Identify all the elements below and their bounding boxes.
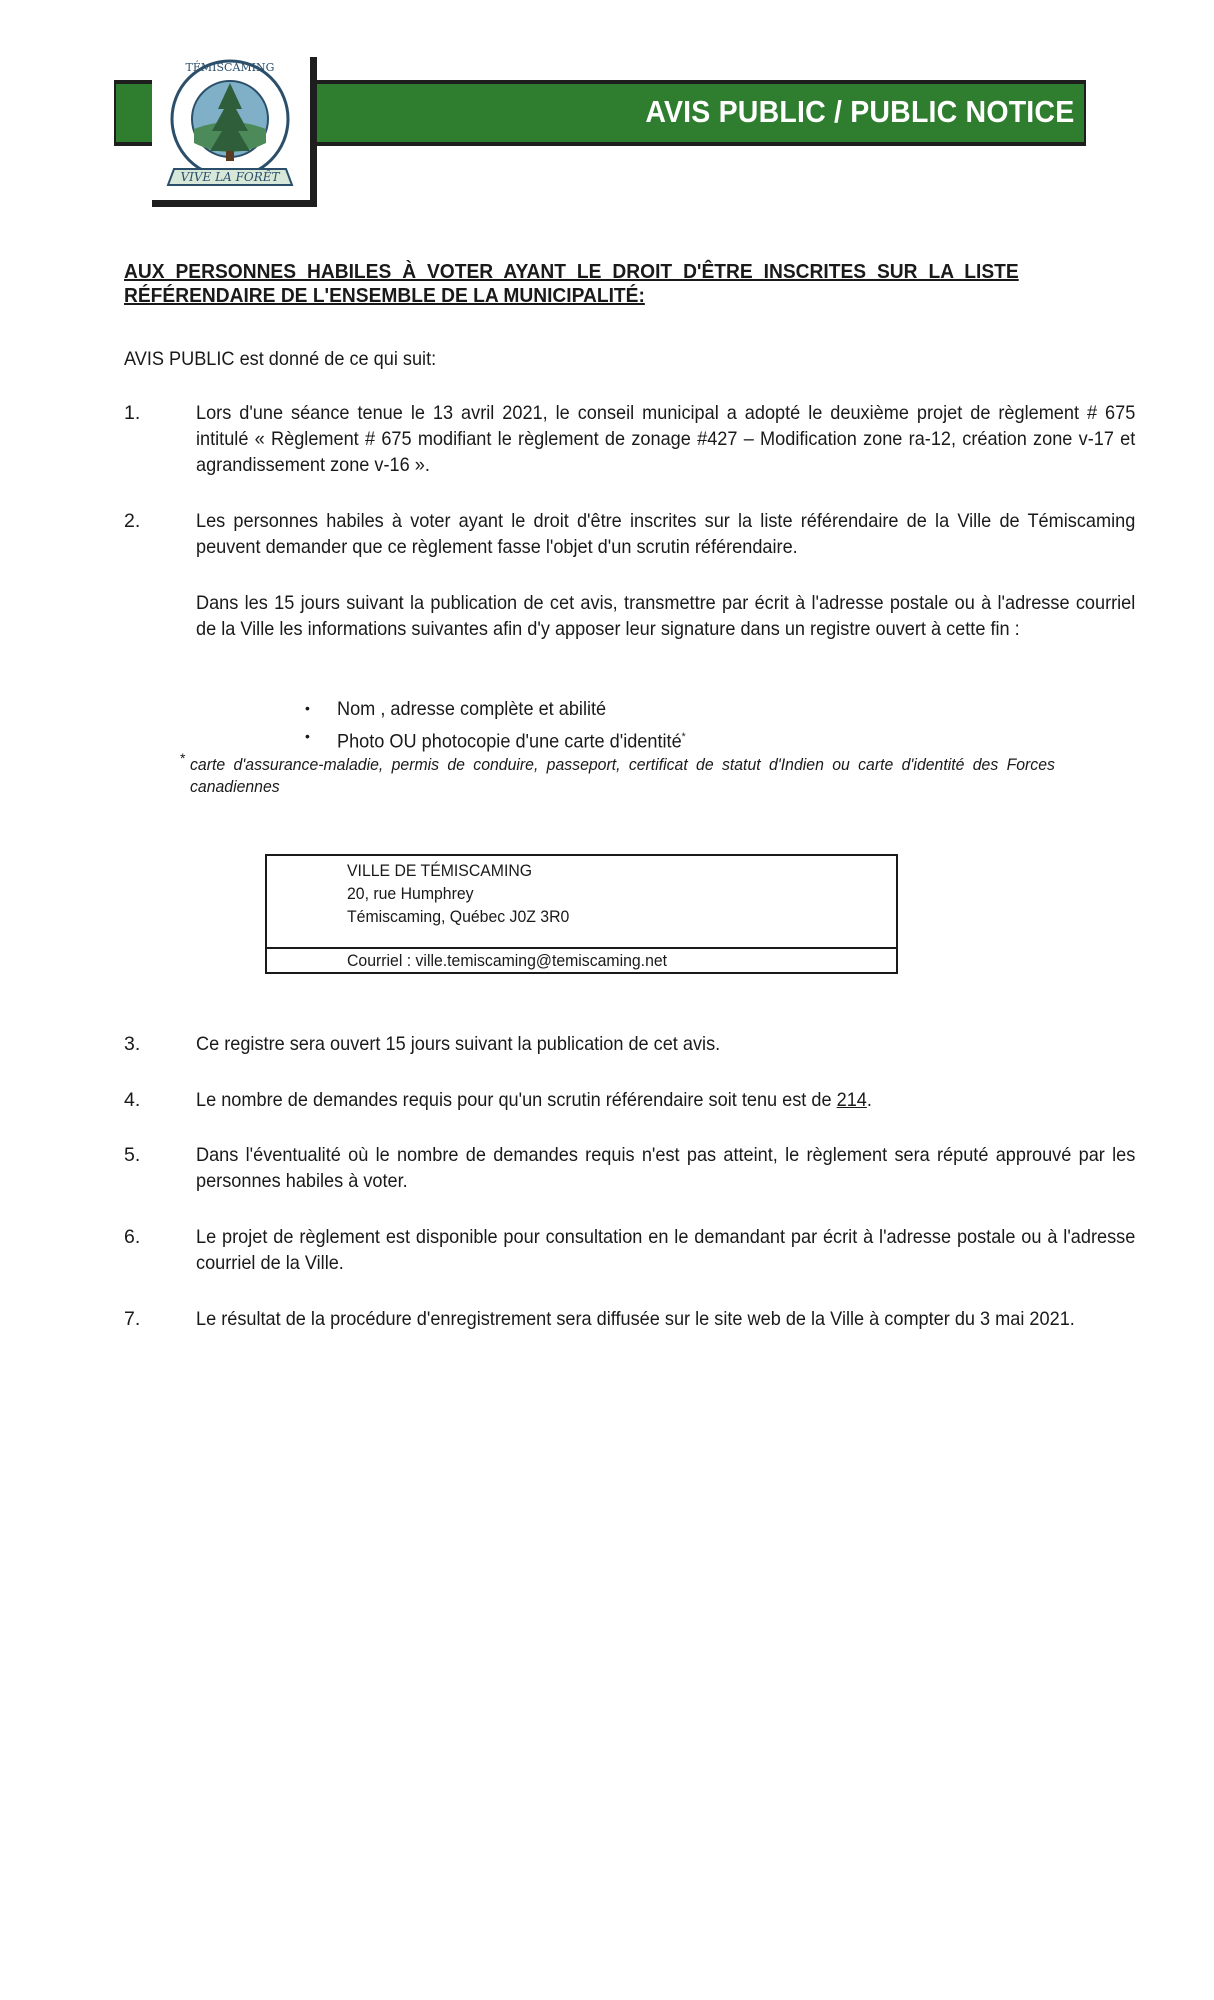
address-email: Courriel : ville.temiscaming@temiscaming.net <box>347 951 668 970</box>
address-city: Témiscaming, Québec J0Z 3R0 <box>347 907 570 926</box>
svg-text:VIVE LA FORÊT: VIVE LA FORÊT <box>180 170 280 184</box>
item-number: 4. <box>124 1089 141 1111</box>
address-street: 20, rue Humphrey <box>347 884 474 903</box>
required-count: 214 <box>836 1089 867 1111</box>
bullet-marker: • <box>305 700 310 716</box>
footnote-ref: * <box>681 731 686 743</box>
item4-text-before: Le nombre de demandes requis pour qu'un scrutin référendaire soit tenu est de <box>196 1089 837 1111</box>
item2-paragraph: Dans les 15 jours suivant la publication de cet avis, transmettre par écrit à l'adresse postale ou à l'adresse courriel de la Ville les informations suivantes afin d'y apposer leur signature dans un registre ouvert à cette fin : <box>196 592 1136 640</box>
item-text: Ce registre sera ouvert 15 jours suivant la publication de cet avis. <box>196 1033 721 1055</box>
item-text: Les personnes habiles à voter ayant le droit d'être inscrites sur la liste référendaire de la Ville de Témiscaming peuvent demander que ce règlement fasse l'objet d'un scrutin référendaire. <box>196 510 1136 558</box>
footnote-marker: * <box>180 750 186 766</box>
notice-heading: AUX PERSONNES HABILES À VOTER AYANT LE DROIT D'ÊTRE INSCRITES SUR LA LISTE RÉFÉRENDAIRE DE L'ENSEMBLE DE LA MUNICIPALITÉ: <box>124 261 1019 307</box>
item-text: Le projet de règlement est disponible pour consultation en le demandant par écrit à l'adresse postale ou à l'adresse courriel de la Ville. <box>196 1226 1136 1274</box>
item-number: 3. <box>124 1033 141 1055</box>
bullet-item: Nom , adresse complète et abilité <box>337 698 607 720</box>
town-seal-logo <box>160 57 300 202</box>
item-text <box>196 1087 1135 1113</box>
bullet-marker: • <box>305 728 310 744</box>
item-number: 7. <box>124 1308 141 1330</box>
item-number: 6. <box>124 1226 141 1248</box>
item-number: 2. <box>124 510 141 532</box>
item-number: 1. <box>124 402 141 424</box>
bullet-item-text: Photo OU photocopie d'une carte d'identité <box>337 730 682 753</box>
logo-frame <box>152 57 317 207</box>
item-number: 5. <box>124 1144 141 1166</box>
address-divider <box>267 947 896 949</box>
svg-text:TÉMISCAMING: TÉMISCAMING <box>185 61 275 74</box>
item-text: Dans l'éventualité où le nombre de demandes requis n'est pas atteint, le règlement sera réputé approuvé par les personnes habiles à voter. <box>196 1144 1136 1192</box>
item4-text-after: . <box>866 1089 872 1111</box>
address-name: VILLE DE TÉMISCAMING <box>347 861 533 880</box>
intro-text: AVIS PUBLIC est donné de ce qui suit: <box>124 348 437 370</box>
item-text: Le résultat de la procédure d'enregistrement sera diffusée sur le site web de la Ville à compter du 3 mai 2021. <box>196 1308 1075 1330</box>
notice-title: AVIS PUBLIC / PUBLIC NOTICE <box>644 94 1074 129</box>
item-text: Lors d'une séance tenue le 13 avril 2021, le conseil municipal a adopté le deuxième projet de règlement # 675 intitulé « Règlement # 675 modifiant le règlement de zonage #427 – Modification zone ra-12, création zone v-17 et agrandissement zone v-16 ». <box>196 402 1136 476</box>
address-box <box>265 854 898 974</box>
footnote: carte d'assurance-maladie, permis de conduire, passeport, certificat de statut d'Indien ou carte d'identité des Forces canadiennes <box>190 755 1055 796</box>
bullet-item <box>337 724 686 755</box>
